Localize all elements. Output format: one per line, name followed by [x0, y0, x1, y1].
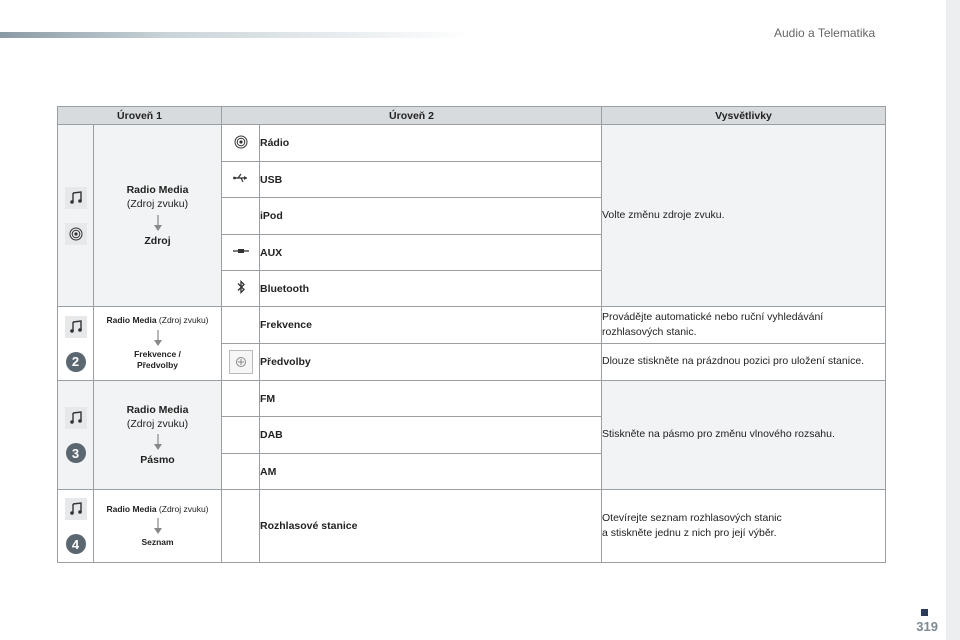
group3-icons: [58, 381, 94, 490]
down-arrow-icon: [94, 330, 221, 346]
explanation-cell: [602, 490, 886, 563]
option-label[interactable]: Rozhlasové stanice: [260, 490, 602, 563]
level1-menu: Radio Media: [126, 403, 189, 416]
explanation-cell: Stiskněte na pásmo pro změnu vlnového rozsahu.: [602, 381, 886, 490]
option-label[interactable]: AUX: [260, 235, 602, 271]
group1-icons: [58, 125, 94, 307]
group4-level1: [94, 490, 222, 563]
level1-target: Pásmo: [140, 454, 175, 467]
level1-paren: (Zdroj zvuku): [126, 198, 189, 211]
option-icon-cell: [222, 162, 260, 198]
option-icon-cell: [222, 198, 260, 235]
table-row: [58, 307, 886, 344]
option-label[interactable]: iPod: [260, 198, 602, 235]
section-title: Audio a Telematika: [774, 26, 876, 40]
page-number: 319: [916, 619, 938, 634]
option-icon-cell: [222, 307, 260, 344]
radio-signal-icon: [234, 135, 248, 149]
option-icon-cell: [222, 454, 260, 490]
group2-level1: [94, 307, 222, 381]
radio-signal-icon: [65, 223, 87, 245]
table-header-row: [58, 107, 886, 125]
menu-table: [57, 106, 886, 563]
music-note-icon: [65, 316, 87, 338]
option-label[interactable]: AM: [260, 454, 602, 490]
group2-icons: [58, 307, 94, 381]
table-row: [58, 381, 886, 417]
option-icon-cell: [222, 235, 260, 271]
step-badge: 2: [66, 352, 86, 372]
level1-menu: Radio Media: [126, 184, 189, 197]
header-level2: Úroveň 2: [222, 107, 602, 125]
music-note-icon: [65, 407, 87, 429]
table-row: [58, 490, 886, 563]
level1-paren: (Zdroj zvuku): [126, 417, 189, 430]
level1-paren: (Zdroj zvuku): [158, 315, 209, 326]
option-icon-cell: [222, 490, 260, 563]
level1-target: Předvolby: [136, 360, 179, 371]
down-arrow-icon: [94, 434, 221, 450]
page-edge-bar: [946, 0, 960, 640]
bluetooth-icon: [236, 280, 246, 294]
option-icon-cell: [222, 381, 260, 417]
level1-menu: Radio Media: [106, 503, 157, 514]
aux-jack-icon: [233, 246, 249, 256]
header-accent-bar: [0, 32, 470, 38]
option-label[interactable]: DAB: [260, 417, 602, 454]
header-level1: Úroveň 1: [58, 107, 222, 125]
explanation-cell: Volte změnu zdroje zvuku.: [602, 125, 886, 307]
level1-paren: (Zdroj zvuku): [158, 503, 209, 514]
table-row: [58, 125, 886, 162]
group1-level1: [94, 125, 222, 307]
option-icon-cell: [222, 417, 260, 454]
level1-target: Zdroj: [144, 234, 171, 247]
down-arrow-icon: [94, 518, 221, 534]
level1-menu: Radio Media: [106, 315, 157, 326]
option-icon-cell: [222, 125, 260, 162]
header-explanation: Vysvětlivky: [602, 107, 886, 125]
step-badge: 3: [66, 443, 86, 463]
level1-target: Frekvence /: [134, 348, 181, 359]
step-badge: 4: [66, 534, 86, 554]
option-label[interactable]: FM: [260, 381, 602, 417]
option-label[interactable]: Frekvence: [260, 307, 602, 344]
option-label[interactable]: Rádio: [260, 125, 602, 162]
option-label[interactable]: Předvolby: [260, 344, 602, 381]
group3-level1: [94, 381, 222, 490]
usb-icon: [233, 172, 249, 184]
music-note-icon: [65, 498, 87, 520]
explanation-line: a stiskněte jednu z nich pro její výběr.: [602, 527, 777, 539]
explanation-cell: Provádějte automatické nebo ruční vyhledávání rozhlasových stanic.: [602, 307, 886, 344]
option-icon-cell: [222, 271, 260, 307]
preset-star-icon: [229, 350, 253, 374]
music-note-icon: [65, 187, 87, 209]
group4-icons: [58, 490, 94, 563]
explanation-line: Otevírejte seznam rozhlasových stanic: [602, 511, 782, 524]
option-label[interactable]: Bluetooth: [260, 271, 602, 307]
option-label[interactable]: USB: [260, 162, 602, 198]
explanation-cell: Dlouze stiskněte na prázdnou pozici pro uložení stanice.: [602, 344, 886, 381]
down-arrow-icon: [94, 215, 221, 231]
page-marker: [921, 609, 928, 616]
option-icon-cell: [222, 344, 260, 381]
level1-target: Seznam: [141, 537, 174, 547]
